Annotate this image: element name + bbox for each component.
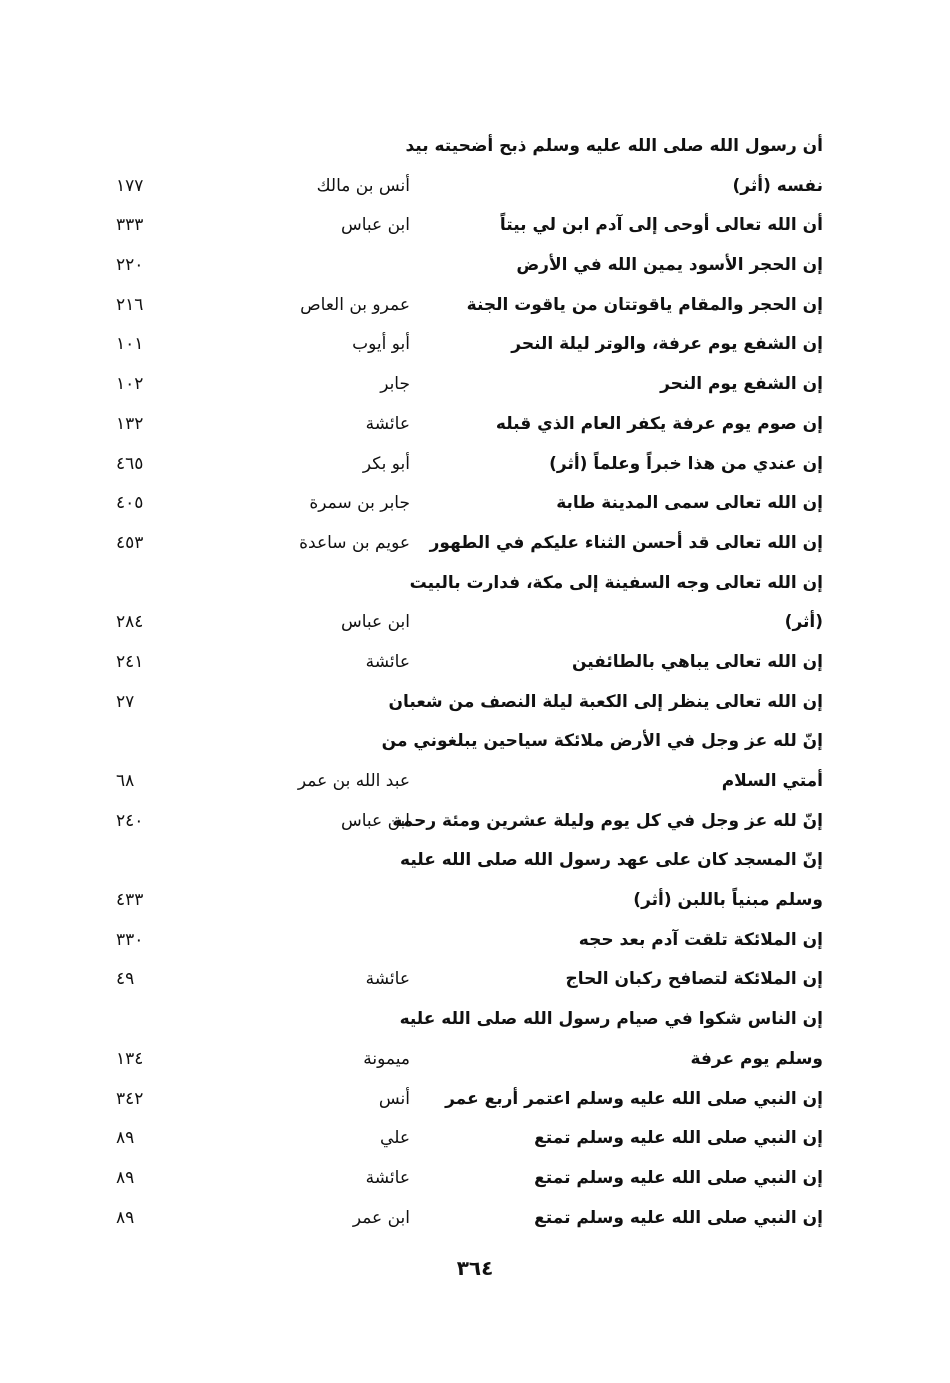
hadith-text: إنّ لله عز وجل في كل يوم وليلة عشرين ومئة رحمة xyxy=(392,810,823,831)
page-ref xyxy=(116,127,176,167)
narrator: أبو أيوب xyxy=(352,334,410,355)
narrator: عائشة xyxy=(365,969,410,990)
page-ref: ٨٩ xyxy=(116,1128,135,1149)
page-ref: ٤٥٣ xyxy=(116,532,144,553)
page-ref: ١٠٢ xyxy=(116,374,144,395)
page-ref: ٢٤١ xyxy=(116,651,144,672)
page-ref: ٨٩ xyxy=(116,1207,135,1228)
hadith-text: إن الله تعالى وجه السفينة إلى مكة، فدارت بالبيت xyxy=(409,572,823,593)
hadith-text: وسلم يوم عرفة xyxy=(690,1048,823,1069)
page-ref: ١٣٢ xyxy=(116,413,144,434)
narrator: ميمونة xyxy=(363,1048,410,1069)
hadith-text: إن الله تعالى سمى المدينة طابة xyxy=(556,493,823,514)
hadith-text: إن النبي صلى الله عليه وسلم اعتمر أربع عمر xyxy=(445,1088,823,1109)
index-row xyxy=(0,802,950,842)
page-ref xyxy=(116,1000,176,1040)
index-row xyxy=(0,206,950,246)
hadith-text: إن الله تعالى يباهي بالطائفين xyxy=(571,651,823,672)
page-ref: ٣٣٠ xyxy=(116,929,144,950)
index-row xyxy=(0,1119,950,1159)
narrator: جابر بن سمرة xyxy=(309,493,410,514)
page-ref: ٦٨ xyxy=(116,771,135,791)
page-ref: ٢٢٠ xyxy=(116,255,144,276)
narrator: جابر xyxy=(380,374,410,395)
index-row xyxy=(0,960,950,1000)
index-row xyxy=(0,365,950,405)
page-ref: ٣٣٣ xyxy=(116,215,144,236)
hadith-text: إن الشفع يوم النحر xyxy=(660,374,823,395)
hadith-text: إن الشفع يوم عرفة، والوتر ليلة النحر xyxy=(511,334,823,355)
index-row xyxy=(0,603,950,643)
hadith-text: إن النبي صلى الله عليه وسلم تمتع xyxy=(534,1207,823,1228)
hadith-text: إن النبي صلى الله عليه وسلم تمتع xyxy=(534,1167,823,1188)
hadith-index xyxy=(0,127,950,1238)
page-ref: ٣٤٢ xyxy=(116,1088,144,1109)
narrator: ابن عمر xyxy=(352,1207,410,1228)
index-row xyxy=(0,841,950,881)
index-row xyxy=(0,484,950,524)
index-row xyxy=(0,643,950,683)
index-row xyxy=(0,921,950,961)
index-row xyxy=(0,246,950,286)
hadith-text: إن الملائكة لتصافح ركبان الحاج xyxy=(565,969,823,990)
index-row xyxy=(0,445,950,485)
hadith-text: أن رسول الله صلى الله عليه وسلم ذبح أضحيته بيد xyxy=(405,136,823,156)
page-ref: ٤٣٣ xyxy=(116,890,144,911)
hadith-text: وسلم مبنياً باللبن (أثر) xyxy=(633,890,823,911)
hadith-text: إن الحجر والمقام ياقوتتان من ياقوت الجنة xyxy=(466,294,823,315)
hadith-text: إنّ المسجد كان على عهد رسول الله صلى الله عليه xyxy=(400,850,823,871)
page-ref: ٤٠٥ xyxy=(116,493,144,514)
page-ref: ٨٩ xyxy=(116,1167,135,1188)
narrator: أنس xyxy=(378,1088,410,1109)
index-row xyxy=(0,1159,950,1199)
hadith-text: إن الحجر الأسود يمين الله في الأرض xyxy=(516,255,823,276)
page-ref: ٤٩ xyxy=(116,969,135,990)
narrator: عويم بن ساعدة xyxy=(299,532,410,553)
index-row xyxy=(0,1199,950,1239)
hadith-text: إن عندي من هذا خبراً وعلماً (أثر) xyxy=(549,453,823,474)
page-ref: ٢١٦ xyxy=(116,294,144,315)
index-row xyxy=(0,127,950,167)
index-row xyxy=(0,405,950,445)
narrator: عائشة xyxy=(365,1167,410,1188)
index-row xyxy=(0,325,950,365)
page-ref: ٢٨٤ xyxy=(116,612,144,633)
narrator: عائشة xyxy=(365,413,410,434)
hadith-text: أن الله تعالى أوحى إلى آدم ابن لي بيتاً xyxy=(499,215,823,236)
hadith-text: إنّ لله عز وجل في الأرض ملائكة سياحين يبلغوني من xyxy=(381,731,823,752)
index-row xyxy=(0,1000,950,1040)
page-ref xyxy=(116,564,176,604)
page-ref: ٤٦٥ xyxy=(116,453,144,474)
narrator: عبد الله بن عمر xyxy=(297,771,410,791)
hadith-text: (أثر) xyxy=(784,612,823,633)
page-ref: ١٠١ xyxy=(116,334,144,355)
index-row xyxy=(0,762,950,802)
narrator: ابن عباس xyxy=(340,612,410,633)
index-row xyxy=(0,683,950,723)
hadith-text: إن الملائكة تلقت آدم بعد حجه xyxy=(578,929,823,950)
index-row xyxy=(0,1040,950,1080)
index-row xyxy=(0,564,950,604)
page-ref: ١٣٤ xyxy=(116,1048,144,1069)
page-number: ٣٦٤ xyxy=(456,1256,494,1280)
hadith-text: إن صوم يوم عرفة يكفر العام الذي قبله xyxy=(495,413,823,434)
index-row xyxy=(0,722,950,762)
hadith-text: نفسه (أثر) xyxy=(732,175,823,196)
hadith-text: إن الله تعالى قد أحسن الثناء عليكم في الطهور xyxy=(429,532,823,553)
page-ref: ١٧٧ xyxy=(116,175,144,196)
hadith-text: إن الله تعالى ينظر إلى الكعبة ليلة النصف من شعبان xyxy=(388,691,823,712)
index-row xyxy=(0,286,950,326)
index-row xyxy=(0,167,950,207)
index-row xyxy=(0,881,950,921)
page-ref: ٢٧ xyxy=(116,691,135,712)
narrator: أبو بكر xyxy=(362,453,410,474)
page-ref: ٢٤٠ xyxy=(116,810,144,831)
hadith-text: إن النبي صلى الله عليه وسلم تمتع xyxy=(534,1128,823,1149)
narrator: أنس بن مالك xyxy=(316,175,410,196)
narrator: ابن عباس xyxy=(340,215,410,236)
page-ref xyxy=(116,722,176,762)
narrator: عائشة xyxy=(365,651,410,672)
hadith-text: أمتي السلام xyxy=(721,771,823,791)
page-ref xyxy=(116,841,176,881)
index-row xyxy=(0,524,950,564)
narrator: ابن عباس xyxy=(340,810,410,831)
narrator: علي xyxy=(380,1128,410,1149)
hadith-text: إن الناس شكوا في صيام رسول الله صلى الله عليه xyxy=(399,1009,823,1030)
narrator: عمرو بن العاص xyxy=(300,294,410,315)
index-row xyxy=(0,1080,950,1120)
